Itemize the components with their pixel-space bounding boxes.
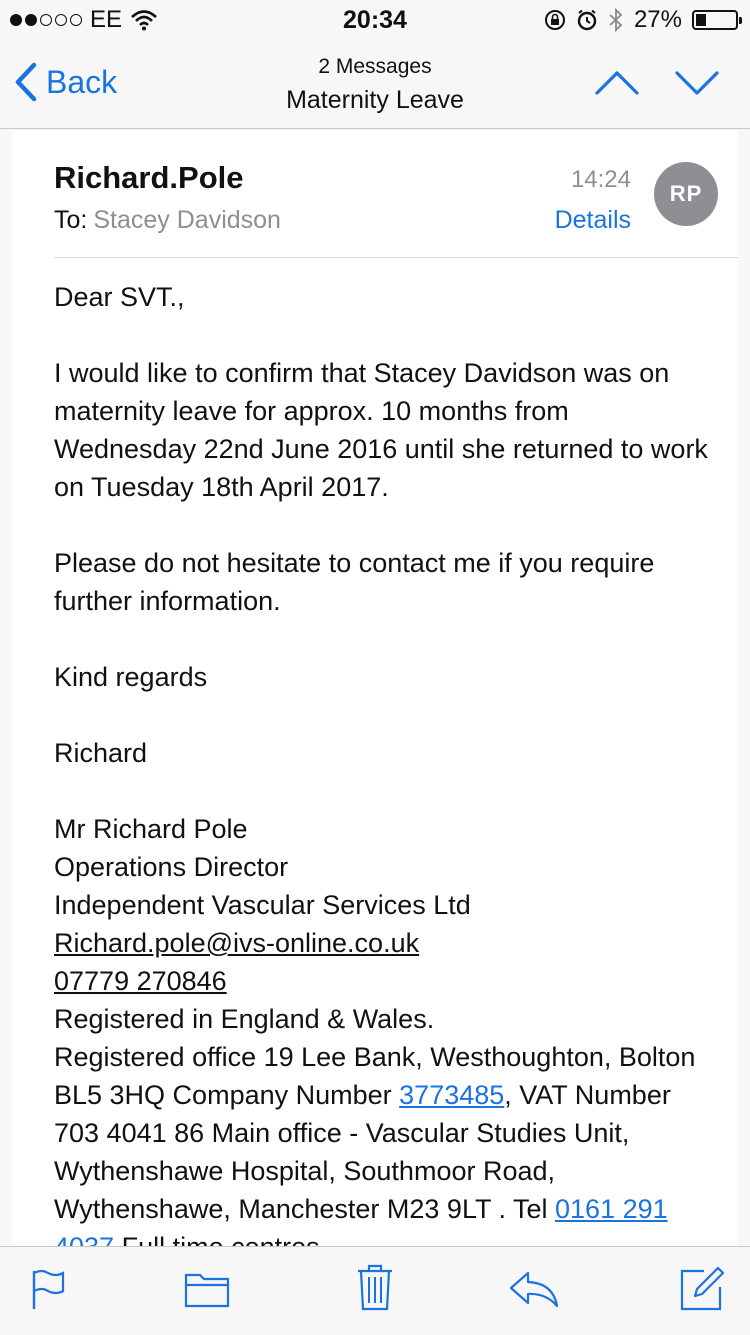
signature-role: Operations Director bbox=[54, 852, 289, 882]
folder-icon[interactable] bbox=[184, 1269, 230, 1309]
bottom-toolbar bbox=[0, 1246, 750, 1335]
signature-phone-link[interactable]: 07779 270846 bbox=[54, 966, 227, 996]
office-text: , VAT Number 703 4041 86 Main office - Vascular Studies Unit, Wythenshawe Hospital, Southmoor Road, Wythenshawe, Manchester M23 9LT . Tel bbox=[54, 1080, 671, 1224]
to-label: To: bbox=[54, 206, 88, 234]
signoff: Richard bbox=[54, 738, 148, 768]
message-body bbox=[54, 278, 714, 1266]
signature-office bbox=[54, 1038, 714, 1266]
battery-icon bbox=[692, 10, 738, 30]
flag-icon[interactable] bbox=[30, 1269, 66, 1311]
details-link[interactable]: Details bbox=[554, 206, 631, 234]
back-label: Back bbox=[46, 63, 118, 100]
navigation-bar bbox=[0, 40, 750, 129]
header-divider bbox=[54, 257, 738, 258]
previous-message-button[interactable] bbox=[594, 70, 640, 96]
signature-registered: Registered in England & Wales. bbox=[54, 1004, 435, 1034]
recipient-line bbox=[54, 206, 281, 235]
next-message-button[interactable] bbox=[674, 70, 720, 96]
clock: 20:34 bbox=[343, 6, 407, 34]
battery-percent: 27% bbox=[633, 6, 682, 33]
status-bar bbox=[0, 0, 750, 40]
signature-company: Independent Vascular Services Ltd bbox=[54, 890, 471, 920]
bluetooth-icon bbox=[608, 8, 624, 32]
company-number-link[interactable]: 3773485 bbox=[399, 1080, 505, 1110]
body-paragraph: I would like to confirm that Stacey Davidson was on maternity leave for approx. 10 months from Wednesday 22nd June 2016 until she returned to work on Tuesday 18th April 2017. bbox=[54, 358, 708, 502]
compose-icon[interactable] bbox=[680, 1265, 726, 1311]
message-count: 2 Messages bbox=[318, 55, 432, 78]
alarm-icon bbox=[576, 9, 598, 31]
message-time: 14:24 bbox=[570, 166, 631, 193]
avatar[interactable]: RP bbox=[654, 162, 718, 226]
tel-link[interactable]: 0161 291 bbox=[555, 1194, 668, 1224]
reply-icon[interactable] bbox=[508, 1269, 560, 1309]
office-text: Registered office 19 Lee Bank, Westhoughton, Bolton BL5 3HQ Company Number bbox=[54, 1042, 696, 1110]
thread-title: Maternity Leave bbox=[286, 86, 464, 114]
body-paragraph: Please do not hesitate to contact me if you require further information. bbox=[54, 548, 655, 616]
recipient-name[interactable]: Stacey Davidson bbox=[93, 206, 281, 234]
signature-name: Mr Richard Pole bbox=[54, 814, 248, 844]
status-right bbox=[544, 6, 738, 34]
carrier-name: EE bbox=[90, 6, 123, 33]
message-card bbox=[12, 130, 738, 1246]
closing: Kind regards bbox=[54, 662, 208, 692]
signature-email-link[interactable]: Richard.pole@ivs-online.co.uk bbox=[54, 928, 420, 958]
sender-name[interactable]: Richard.Pole bbox=[54, 160, 244, 195]
rotation-lock-icon bbox=[544, 9, 566, 31]
trash-icon[interactable] bbox=[356, 1263, 394, 1311]
greeting: Dear SVT., bbox=[54, 282, 185, 312]
